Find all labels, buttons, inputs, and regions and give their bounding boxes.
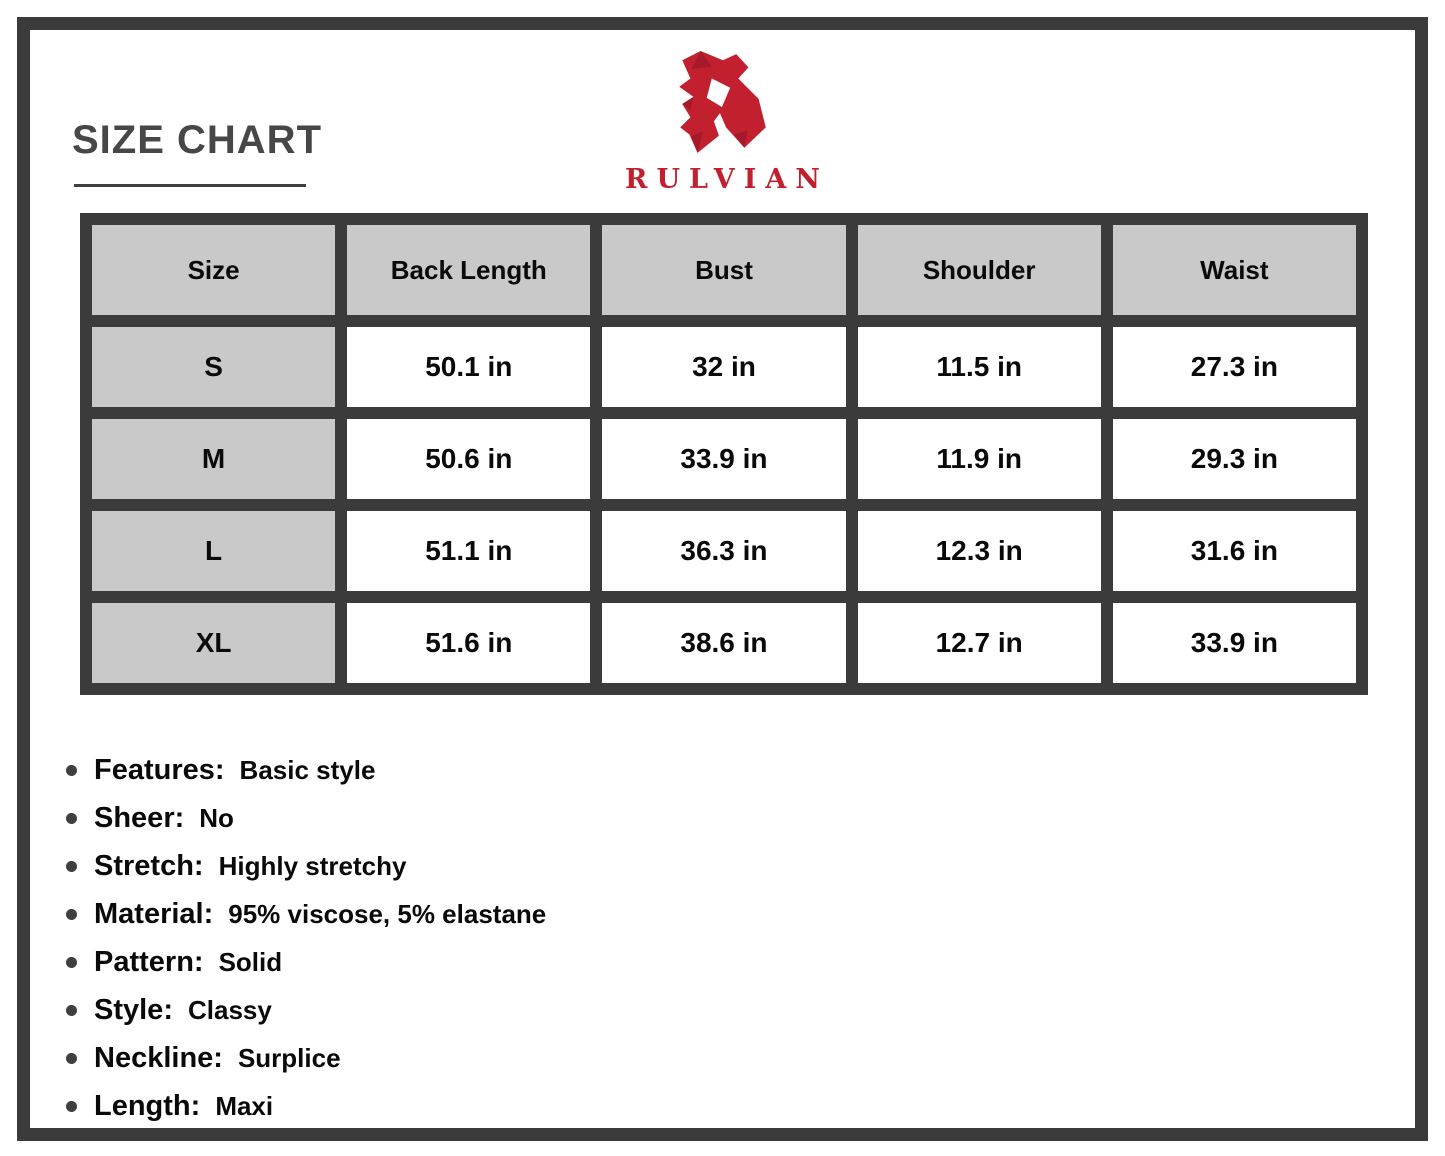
column-header-back-length: Back Length (347, 225, 590, 315)
brand-logo (0, 48, 1445, 195)
detail-label: Style: (94, 993, 173, 1026)
list-item-neckline (66, 1034, 546, 1082)
cell-s-back-length: 50.1 in (347, 327, 590, 407)
list-item-material (66, 890, 546, 938)
detail-value: Classy (187, 994, 272, 1025)
table-row-xl (92, 603, 1356, 683)
cell-l-back-length: 51.1 in (347, 511, 590, 591)
column-header-shoulder: Shoulder (858, 225, 1101, 315)
cell-m-shoulder: 11.9 in (858, 419, 1101, 499)
size-table (80, 213, 1368, 695)
bullet-icon (66, 1005, 77, 1016)
row-label-l: L (92, 511, 335, 591)
detail-value: 95% viscose, 5% elastane (228, 898, 547, 929)
row-label-s: S (92, 327, 335, 407)
page-title: SIZE CHART (72, 118, 322, 162)
cell-s-bust: 32 in (602, 327, 845, 407)
detail-label: Length: (94, 1089, 201, 1122)
column-header-bust: Bust (602, 225, 845, 315)
cell-m-bust: 33.9 in (602, 419, 845, 499)
bullet-icon (66, 1101, 77, 1112)
detail-label: Sheer: (94, 801, 185, 834)
detail-label: Pattern: (94, 945, 204, 978)
list-item-length (66, 1082, 546, 1130)
list-item-stretch (66, 842, 546, 890)
detail-value: Surplice (237, 1042, 341, 1073)
row-label-m: M (92, 419, 335, 499)
detail-value: Solid (218, 946, 283, 977)
detail-label: Material: (94, 897, 214, 930)
bullet-icon (66, 861, 77, 872)
column-header-waist: Waist (1113, 225, 1356, 315)
detail-label: Stretch: (94, 849, 204, 882)
cell-l-shoulder: 12.3 in (858, 511, 1101, 591)
list-item-style (66, 986, 546, 1034)
detail-value: Highly stretchy (218, 850, 407, 881)
detail-value: No (199, 802, 234, 833)
cell-m-back-length: 50.6 in (347, 419, 590, 499)
cell-l-bust: 36.3 in (602, 511, 845, 591)
detail-value: Maxi (215, 1090, 274, 1121)
detail-label: Features: (94, 753, 225, 786)
product-details-list (66, 746, 546, 1130)
cell-l-waist: 31.6 in (1113, 511, 1356, 591)
bullet-icon (66, 1053, 77, 1064)
brand-r-icon (664, 48, 782, 160)
column-header-size: Size (92, 225, 335, 315)
cell-xl-back-length: 51.6 in (347, 603, 590, 683)
detail-label: Neckline: (94, 1041, 223, 1074)
cell-xl-waist: 33.9 in (1113, 603, 1356, 683)
bullet-icon (66, 957, 77, 968)
cell-xl-shoulder: 12.7 in (858, 603, 1101, 683)
brand-name: RULVIAN (625, 164, 829, 195)
cell-s-waist: 27.3 in (1113, 327, 1356, 407)
bullet-icon (66, 909, 77, 920)
row-label-xl: XL (92, 603, 335, 683)
bullet-icon (66, 813, 77, 824)
table-row-l (92, 511, 1356, 591)
cell-xl-bust: 38.6 in (602, 603, 845, 683)
cell-s-shoulder: 11.5 in (858, 327, 1101, 407)
bullet-icon (66, 765, 77, 776)
list-item-pattern (66, 938, 546, 986)
table-row-m (92, 419, 1356, 499)
list-item-features (66, 746, 546, 794)
detail-value: Basic style (239, 754, 376, 785)
size-table-header-row (92, 225, 1356, 315)
cell-m-waist: 29.3 in (1113, 419, 1356, 499)
table-row-s (92, 327, 1356, 407)
list-item-sheer (66, 794, 546, 842)
